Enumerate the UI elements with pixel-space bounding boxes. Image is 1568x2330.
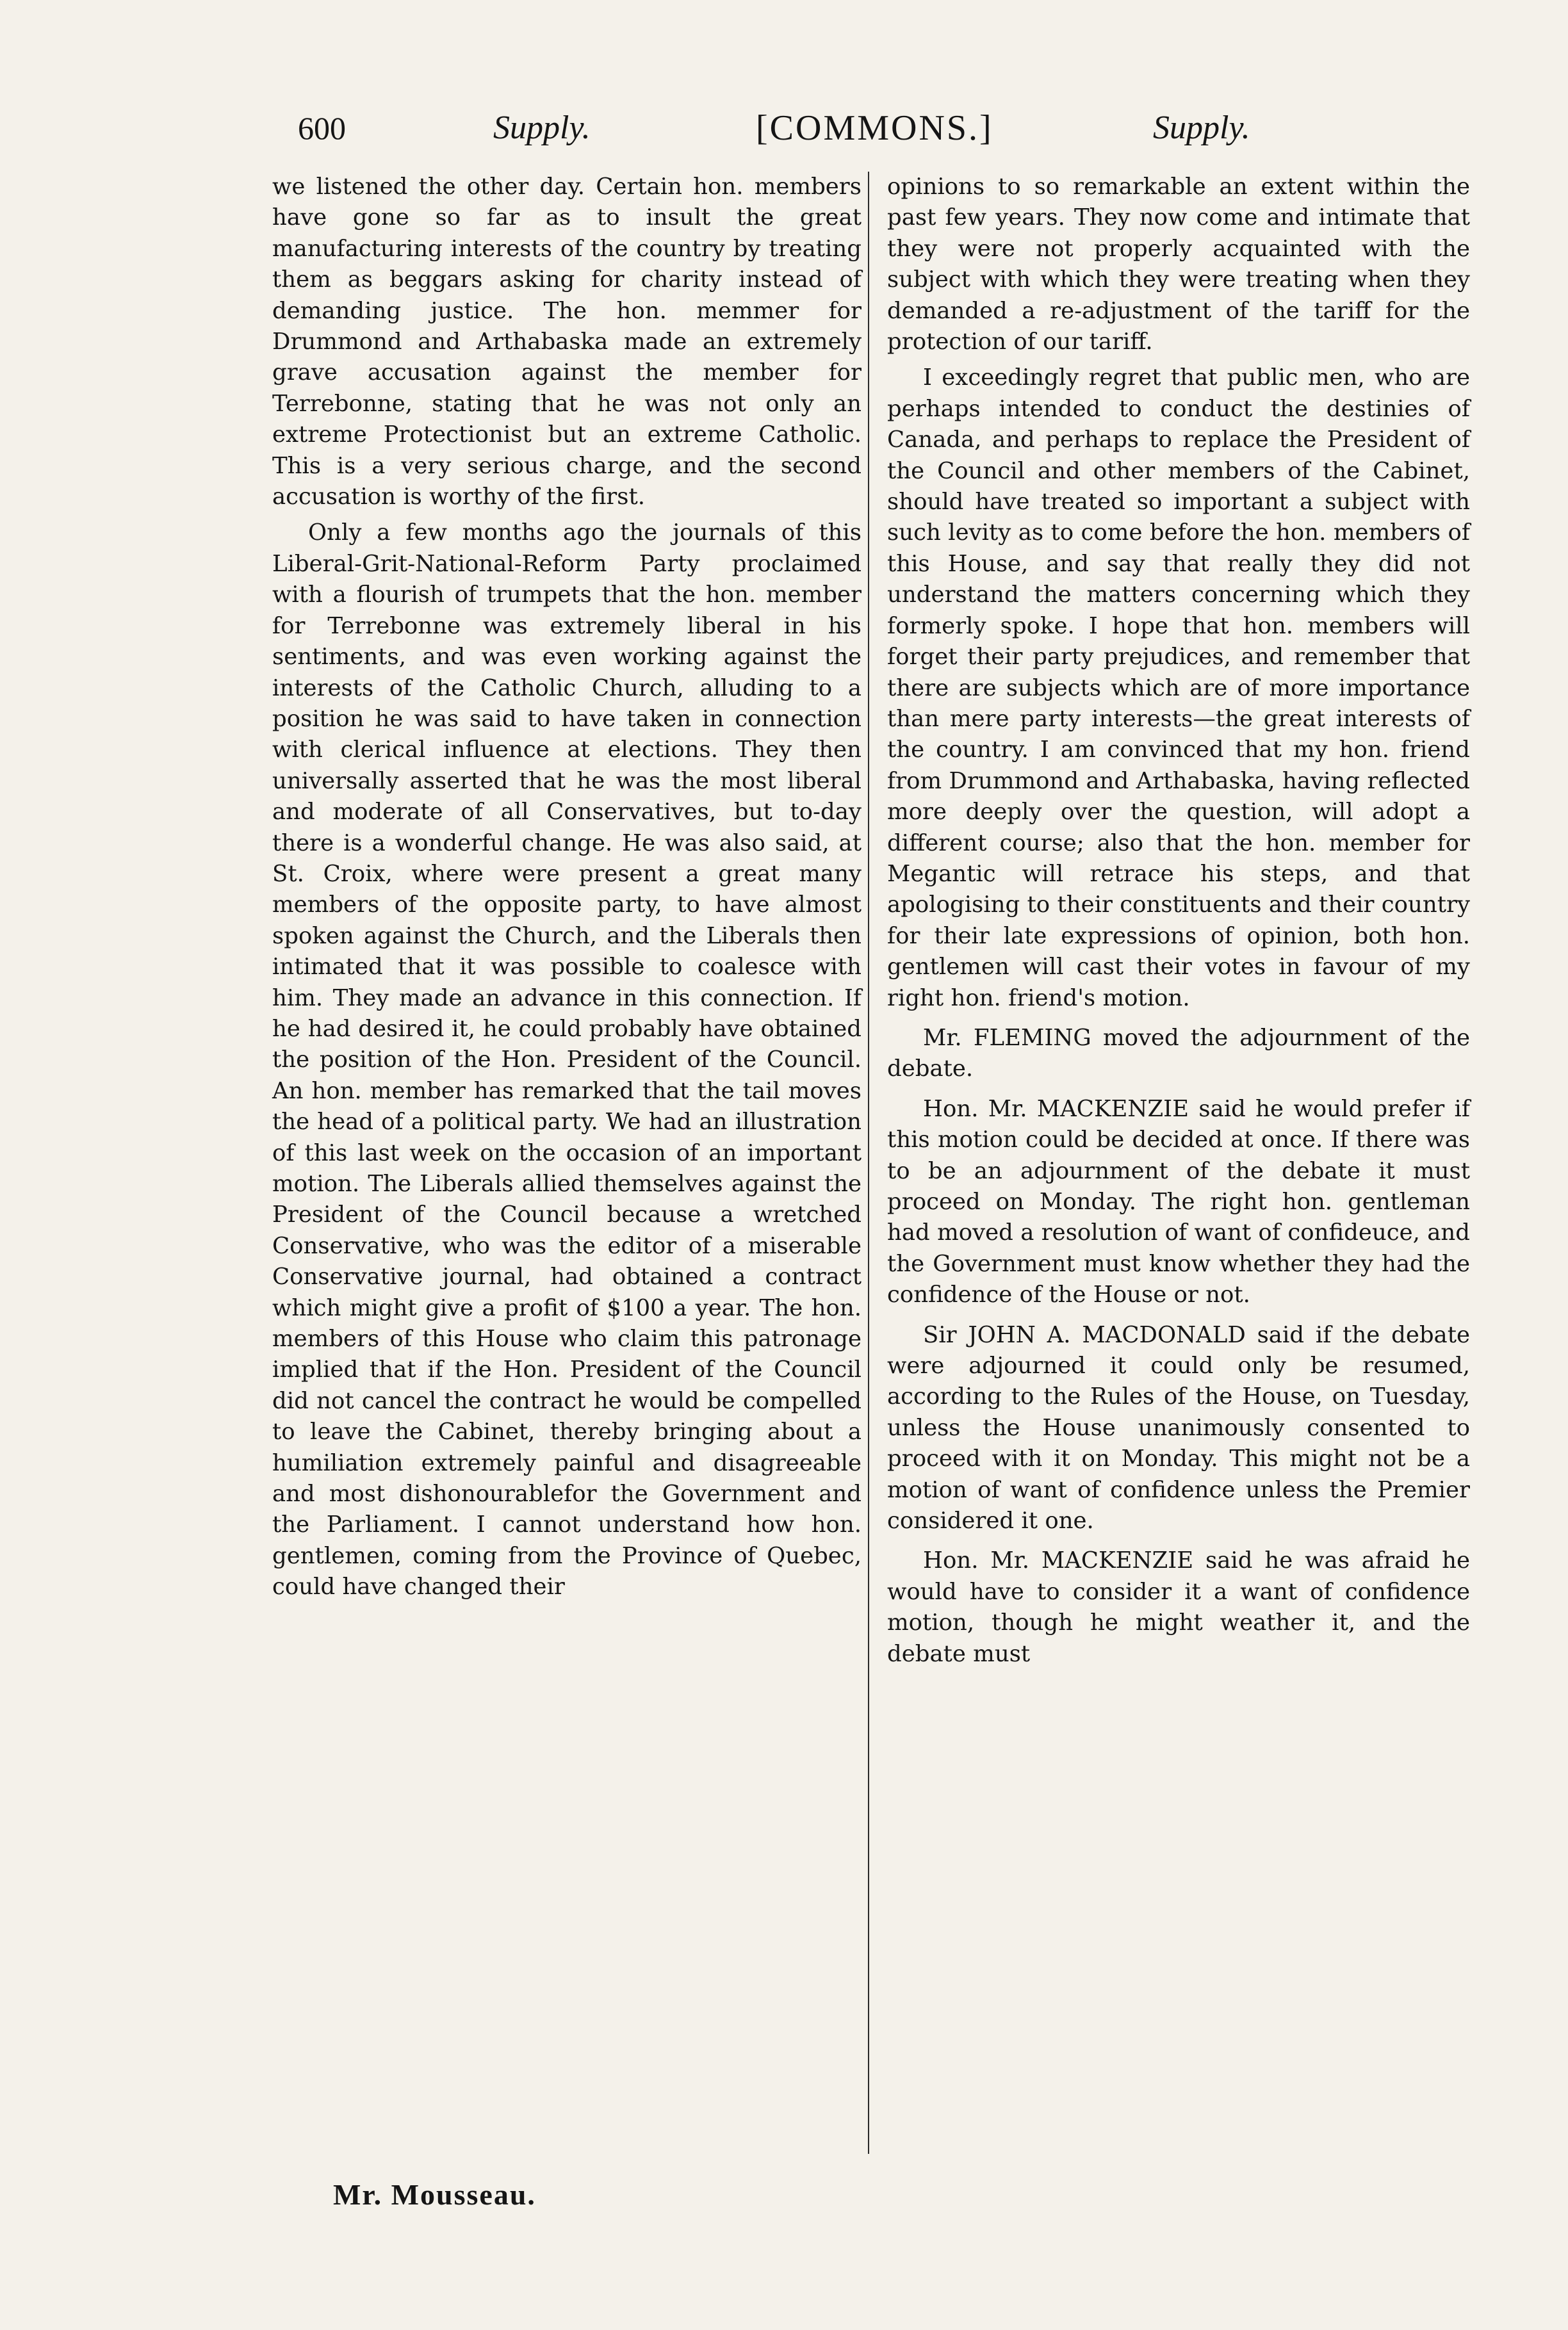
paragraph: we listened the other day. Certain hon. members have gone so far as to insult the great manufacturing interests of the country by treating them as beggars asking for charity instead of demanding justice. The hon. memmer for Drummond and Arthabaska made an extremely grave accusation against the member for Terrebonne, stating that he was not only an extreme Protectionist but an extreme Catholic. This is a very serious charge, and the second accusation is worthy of the first. <box>272 174 862 510</box>
paragraph: Only a few months ago the journals of this Liberal-Grit-National-Reform Party proclaimed with a flourish of trumpets that the hon. member for Terrebonne was extremely liberal in his sentiments, and was even working against the interests of the Catholic Church, alluding to a position he was said to have taken in connection with clerical influence at elections. They then universally asserted that he was the most liberal and moderate of all Conservatives, but to-day there is a wonderful change. He was also said, at St. Croix, where were present a great many members of the opposite party, to have almost spoken against the Church, and the Liberals then intimated that it was possible to coalesce with him. They made an advance in this connection. If he had desired it, he could probably have obtained the position of the Hon. President of the Council. An hon. member has remarked that the tail moves the head of a political party. We had an illustration of this last week on the occasion of an important motion. The Liberals allied themselves against the President of the Council because a wretched Conservative, who was the editor of a miserable Conservative journal, had obtained a contract which might give a profit of $100 a year. The hon. members of this House who claim this patronage implied that if the Hon. President of the Council did not cancel the contract he would be compelled to leave the Cabinet, thereby bringing about a humiliation extremely painful and disagreeable and most dishonourablefor the Government and the Parliament. I cannot understand how hon. gentlemen, coming from the Province of Quebec, could have changed their <box>272 519 862 1601</box>
paragraph: Hon. Mr. MACKENZIE said he was afraid he would have to consider it a want of confidence motion, though he might weather it, and the debate must <box>887 1547 1470 1667</box>
paragraph: Sir JOHN A. MACDONALD said if the debate were adjourned it could only be resumed, according to the Rules of the House, on Tuesday, unless the House unanimously consented to proceed with it on Monday. This might not be a motion of want of confidence unless the Premier considered it one. <box>887 1321 1470 1535</box>
paragraph: Mr. FLEMING moved the adjournment of the debate. <box>887 1024 1470 1082</box>
running-title-center: [COMMONS.] <box>756 108 993 148</box>
paragraph: I exceedingly regret that public men, who are perhaps intended to conduct the destinies of Canada, and perhaps to replace the President of the Council and other members of the Cabinet, should have treated so important a subject with such levity as to come before the hon. members of this House, and say that really they did not understand the matters concerning which they formerly spoke. I hope that hon. members will forget their party prejudices, and remember that there are subjects which are of more importance than mere party interests—the great interests of the country. I am convinced that my hon. friend from Drummond and Arthabaska, having reflected more deeply over the question, will adopt a different course; also that the hon. member for Megantic will retrace his steps, and that apologising to their constituents and their country for their late expressions of opinion, both hon. gentlemen will cast their votes in favour of my right hon. friend's motion. <box>887 364 1470 1011</box>
footer-speaker: Mr. Mousseau. <box>333 2178 536 2211</box>
paragraph: Hon. Mr. MACKENZIE said he would prefer if this motion could be decided at once. If there was to be an adjournment of the debate it must proceed on Monday. The right hon. gentleman had moved a resolution of want of confideuce, and the Government must know whether they had the confidence of the House or not. <box>887 1095 1470 1308</box>
right-column <box>887 172 1470 1675</box>
page-header <box>0 102 1568 173</box>
column-divider <box>868 172 869 2154</box>
left-column <box>272 172 862 1608</box>
paragraph: opinions to so remarkable an extent within the past few years. They now come and intimate that they were not properly acquainted with the subject with which they were treating when they demanded a re-adjustment of the tariff for the protection of our tariff. <box>887 174 1470 355</box>
running-title-right: Supply. <box>1153 110 1250 146</box>
running-title-left: Supply. <box>493 110 591 146</box>
page-number: 600 <box>298 110 346 146</box>
